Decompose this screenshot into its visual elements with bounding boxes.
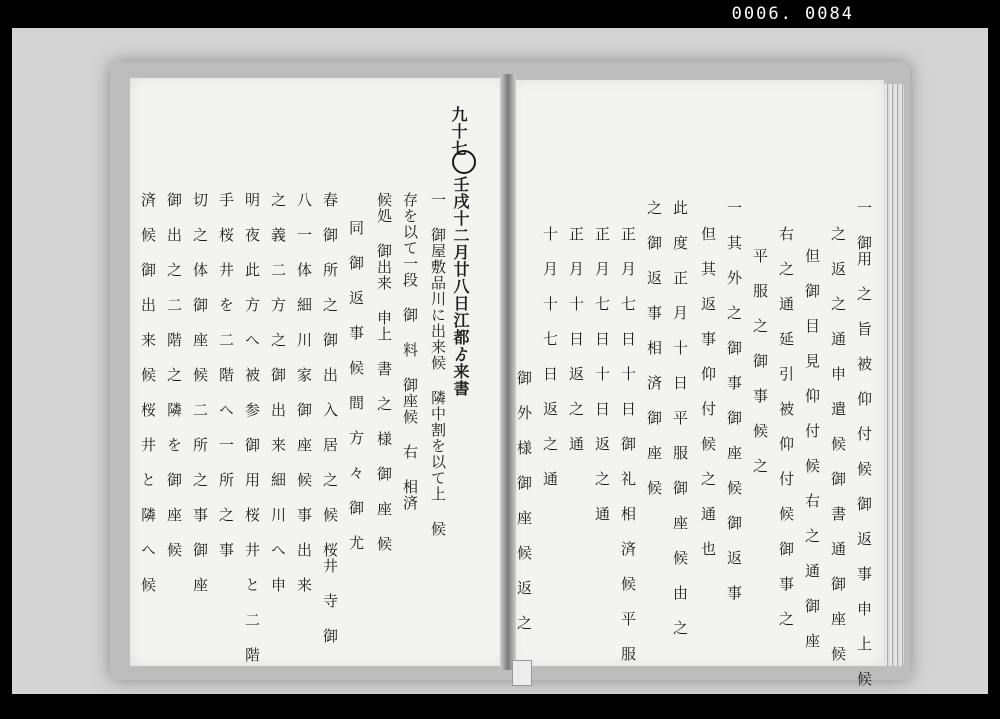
text-column: 切 之 体 御 座 候 二 所 之 事 御 座 [191, 192, 209, 593]
text-column: 手 桜 井 を 二 階 へ 一 所 之 事 [217, 192, 235, 558]
text-column: 但 其 返 事 仰 付 候 之 通 也 [699, 226, 717, 557]
text-column: 一 其 外 之 御 事 御 座 候 御 返 事 [725, 200, 743, 601]
text-column: 八 一 体 細 川 家 御 座 候 事 出 来 [295, 192, 313, 593]
left-page [130, 78, 506, 666]
text-column: 正 月 七 日 十 日 御 礼 相 済 候 平 服 [619, 226, 637, 662]
text-column: 之 御 返 事 相 済 御 座 候 [645, 200, 663, 496]
film-frame-number: 0006. 0084 [731, 4, 854, 24]
text-column: 正 月 十 日 返 之 通 [567, 226, 585, 452]
text-column: 一 御用 之 旨 被 仰 付 候 御 返 事 申 上 候 [855, 200, 873, 687]
text-column: 此 度 正 月 十 日 平 服 御 座 候 由 之 [671, 200, 689, 636]
text-column: 春 御 所 之 御 出 入 居 之 候 桜井 寺 御 [321, 192, 339, 644]
text-column: 十 月 十 七 日 返 之 通 [541, 226, 559, 487]
text-column: 壬戌十二月廿八日江都ゟ来書 [451, 176, 470, 397]
text-column: 存を以て一段 御 料 御座候 右 相済 [401, 192, 419, 511]
text-column: 御 出 之 二 階 之 隣 を 御 座 候 [165, 192, 183, 558]
text-column: 候処 御出来 申上 書 之 様 御 座 候 [375, 192, 393, 552]
text-column: 明 夜 此 方 へ 被 参 御 用 桜 井 と 二 階 [243, 192, 261, 663]
circle-mark [452, 150, 476, 174]
text-column: 同 御 返 事 候 間 方 々 御 尤 [347, 220, 365, 551]
text-column: 御 外 様 御 座 候 返 之 [515, 370, 533, 631]
text-column: 但 御 目 見 仰 付 候 右 之 通 御 座 [803, 248, 821, 649]
text-column: 一 御屋敷品川に出来候 隣中割を以て上 候 [429, 192, 447, 537]
page-heading: 九十七 [449, 106, 468, 157]
text-column: 済 候 御 出 来 候 桜 井 と 隣 へ 候 [139, 192, 157, 593]
text-column: 之 返 之 通 申 遣 候 御 書 通 御 座 候 [829, 226, 847, 662]
binding-tab [512, 660, 532, 686]
text-column: 正 月 七 日 十 日 返 之 通 [593, 226, 611, 522]
text-column: 之 義 二 方 之 御 出 来 細 川 へ 申 [269, 192, 287, 593]
book-gutter [500, 74, 516, 670]
text-column: 平 服 之 御 事 候 之 [751, 248, 769, 474]
text-column: 右 之 通 延 引 被 仰 付 候 御 事 之 [777, 226, 795, 627]
